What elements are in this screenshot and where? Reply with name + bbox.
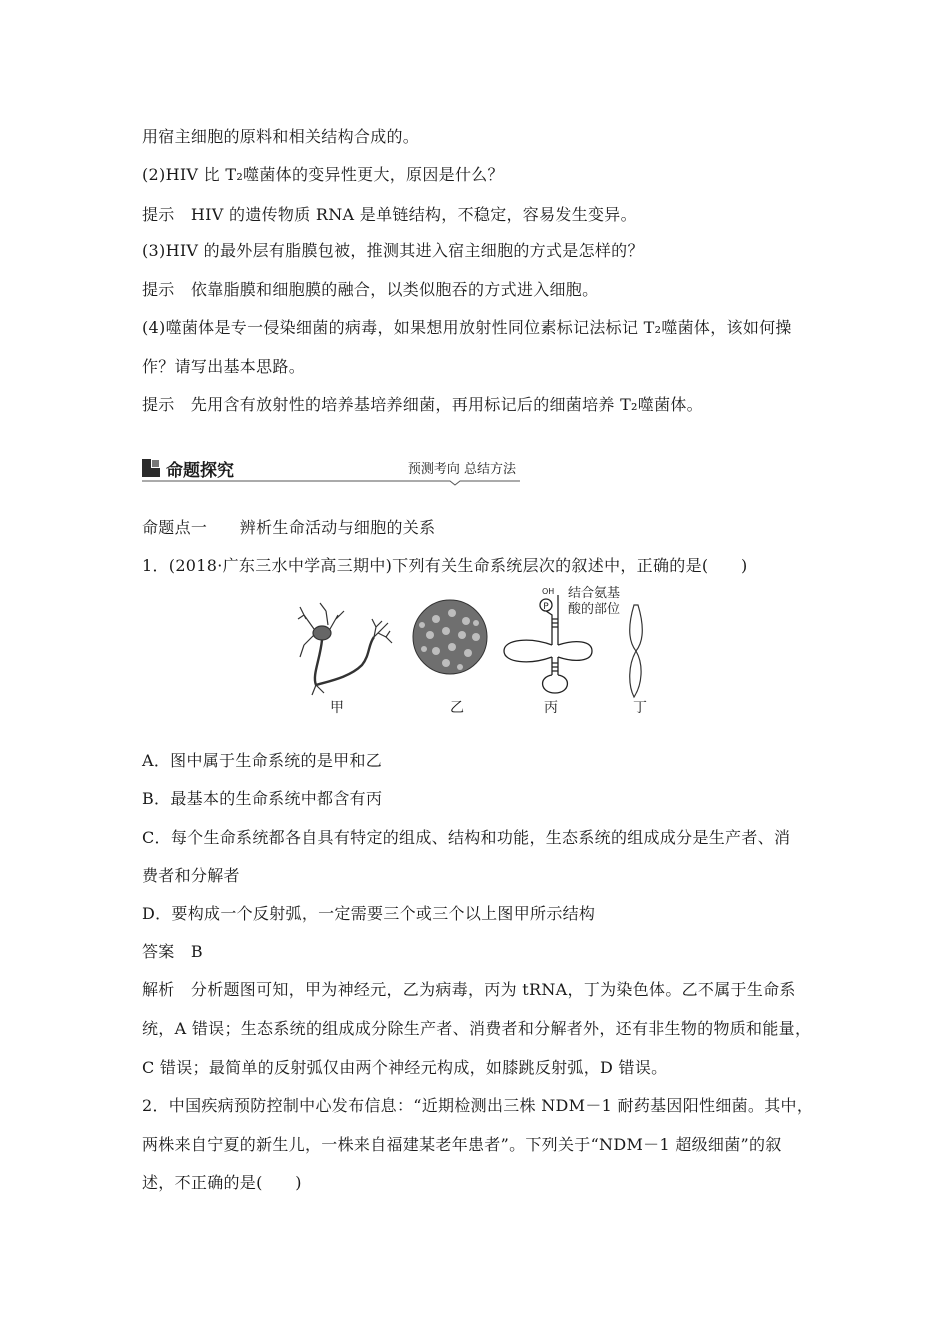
question-stem: 1．(2018·广东三水中学高三期中)下列有关生命系统层次的叙述中，正确的是( ) (142, 556, 748, 575)
question-line: 作？请写出基本思路。 (142, 357, 306, 376)
figure-label-yi: 乙 (450, 700, 464, 716)
question-line: (4)噬菌体是专一侵染细菌的病毒，如果想用放射性同位素标记法标记 T₂噬菌体，该如何操 (142, 318, 792, 337)
neuron-drawing (298, 603, 392, 695)
figure-drawings (290, 585, 670, 715)
point-heading: 命题点一 辨析生命活动与细胞的关系 (142, 518, 436, 537)
answer-line: 答案 B (142, 942, 203, 961)
explanation-line: C 错误；最简单的反射弧仅由两个神经元构成，如膝跳反射弧，D 错误。 (142, 1058, 668, 1077)
option-c: C．每个生命系统都各自具有特定的组成、结构和功能，生态系统的组成成分是生产者、消 (142, 828, 791, 847)
trna-oh-label: OH (542, 587, 555, 596)
section-rule (142, 480, 520, 486)
option-d: D．要构成一个反射弧，一定需要三个或三个以上图甲所示结构 (142, 904, 596, 923)
question-line: (3)HIV 的最外层有脂膜包被，推测其进入宿主细胞的方式是怎样的？ (142, 241, 644, 260)
figure-label-ding: 丁 (633, 700, 647, 716)
question-line: (2)HIV 比 T₂噬菌体的变异性更大，原因是什么？ (142, 165, 504, 184)
section-square-icon (142, 459, 160, 477)
hint-line: 提示 HIV 的遗传物质 RNA 是单链结构，不稳定，容易发生变异。 (142, 205, 637, 224)
section-title: 命题探究 (166, 461, 234, 481)
hint-line: 提示 依靠脂膜和细胞膜的融合，以类似胞吞的方式进入细胞。 (142, 280, 599, 299)
virus-drawing (413, 600, 487, 674)
figure-label-jia: 甲 (330, 700, 344, 716)
trna-p-label: P (543, 602, 549, 612)
option-a: A．图中属于生命系统的是甲和乙 (142, 751, 383, 770)
question-2-line: 2．中国疾病预防控制中心发布信息：“近期检测出三株 NDM－1 耐药基因阳性细菌。其中， (142, 1096, 814, 1115)
option-c-cont: 费者和分解者 (142, 866, 240, 885)
explanation-line: 统，A 错误；生态系统的组成成分除生产者、消费者和分解者外，还有非生物的物质和能量， (142, 1019, 812, 1038)
chromosome-drawing (630, 605, 643, 697)
section-header (142, 455, 520, 481)
trna-note-1: 结合氨基 (568, 586, 621, 601)
explanation-line: 解析 分析题图可知，甲为神经元，乙为病毒，丙为 tRNA，丁为染色体。乙不属于生命系 (142, 980, 796, 999)
figure-label-bing: 丙 (544, 700, 558, 716)
hint-line: 提示 先用含有放射性的培养基培养细菌，再用标记后的细菌培养 T₂噬菌体。 (142, 395, 703, 414)
option-b: B．最基本的生命系统中都含有丙 (142, 789, 383, 808)
section-subtitle: 预测考向 总结方法 (407, 462, 516, 477)
question-2-line: 两株来自宁夏的新生儿，一株来自福建某老年患者”。下列关于“NDM－1 超级细菌”的叙 (142, 1135, 782, 1154)
question-figure (290, 585, 670, 715)
trna-note-2: 酸的部位 (568, 602, 621, 617)
question-2-line: 述，不正确的是( ) (142, 1173, 302, 1192)
text-line: 用宿主细胞的原料和相关结构合成的。 (142, 127, 420, 146)
